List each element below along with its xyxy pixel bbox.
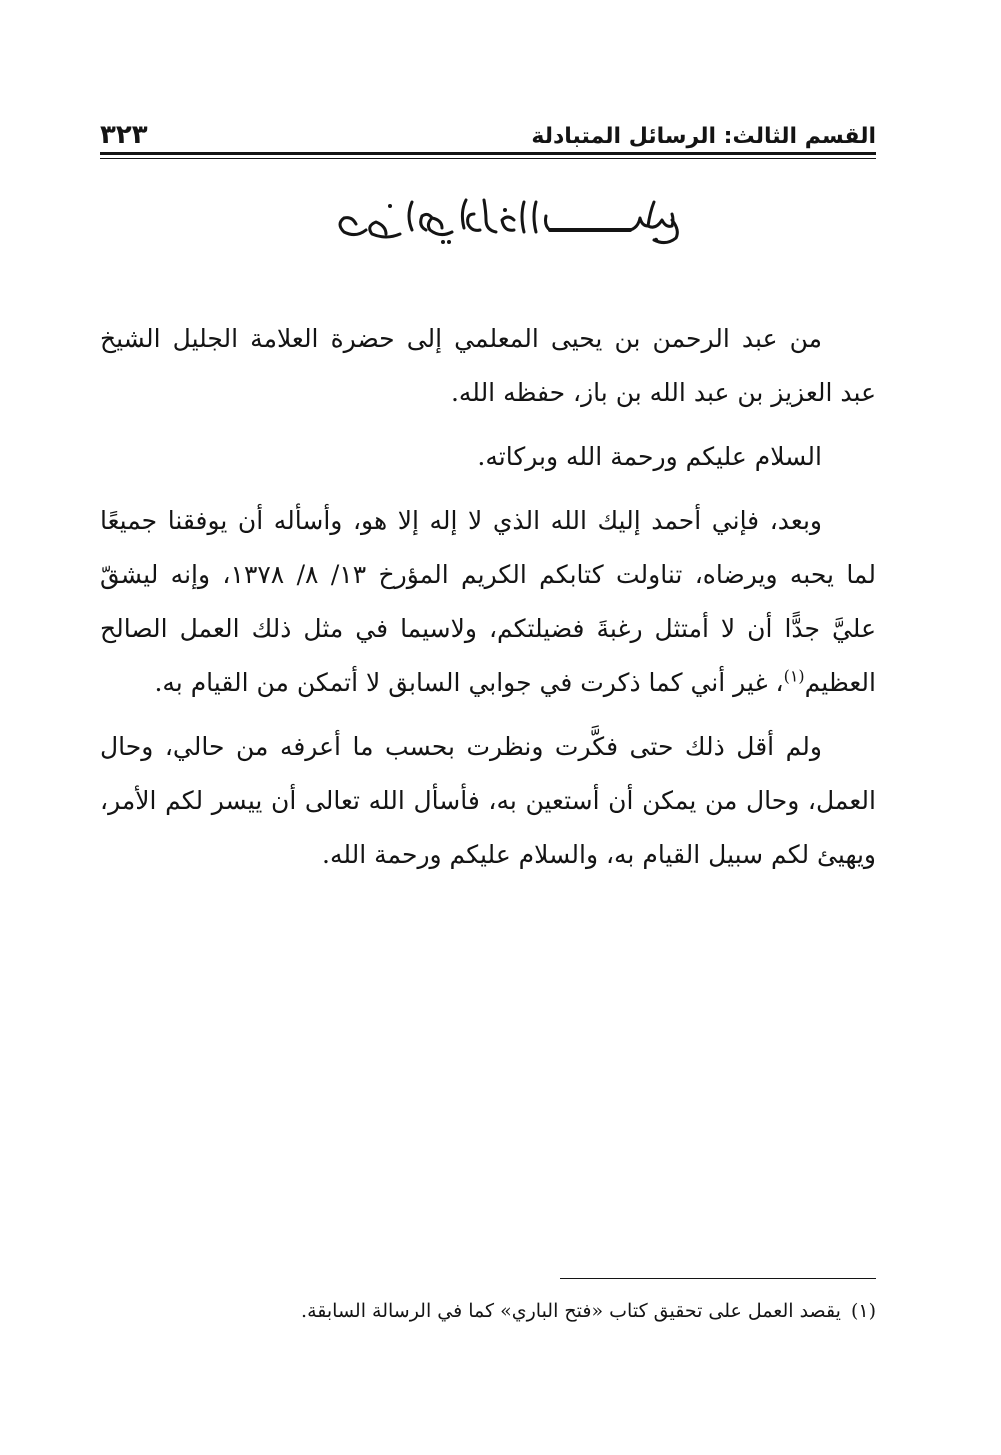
page-number: ٣٢٣: [100, 120, 148, 150]
footnote-text: يقصد العمل على تحقيق كتاب «فتح الباري» كما في الرسالة السابقة.: [301, 1300, 841, 1322]
footnote-marker: (١): [783, 666, 805, 686]
footnote-number: (١): [850, 1300, 876, 1322]
reply-paragraph: [100, 494, 876, 710]
address-paragraph: من عبد الرحمن بن يحيى المعلمي إلى حضرة العلامة الجليل الشيخ عبد العزيز بن عبد الله بن باز، حفظه الله.: [100, 324, 876, 407]
greeting-paragraph: السلام عليكم ورحمة الله وبركاته.: [477, 442, 822, 471]
header-rule-thin: [100, 158, 876, 159]
basmala-calligraphy-icon: [300, 190, 700, 250]
letter-body: [100, 312, 876, 892]
running-header: [100, 112, 876, 148]
footnote: [100, 1296, 876, 1326]
footnote-separator: [560, 1278, 876, 1279]
header-rule-thick: [100, 152, 876, 155]
reply-text-before-note: وبعد، فإني أحمد إليك الله الذي لا إله إلا هو، وأسأله أن يوفقنا جميعًا لما يحبه ويرضاه، تناولت كتابكم الكريم المؤرخ ١٣/ ٨/ ١٣٧٨، وإنه ليشقّ عليَّ جدًّا أن لا أمتثل رغبةَ فضيلتكم، ولاسيما في مثل ذلك العمل الصالح العظيم: [100, 506, 877, 697]
closing-paragraph: ولم أقل ذلك حتى فكَّرت ونظرت بحسب ما أعرفه من حالي، وحال العمل، وحال من يمكن أن أستعين به، فأسأل الله تعالى أن ييسر لكم الأمر، ويهيئ لكم سبيل القيام به، والسلام عليكم ورحمة الله.: [100, 732, 876, 869]
section-title: القسم الثالث: الرسائل المتبادلة: [531, 124, 876, 149]
reply-text-after-note: ، غير أني كما ذكرت في جوابي السابق لا أتمكن من القيام به.: [154, 668, 784, 697]
basmala-drawing: [300, 190, 700, 250]
